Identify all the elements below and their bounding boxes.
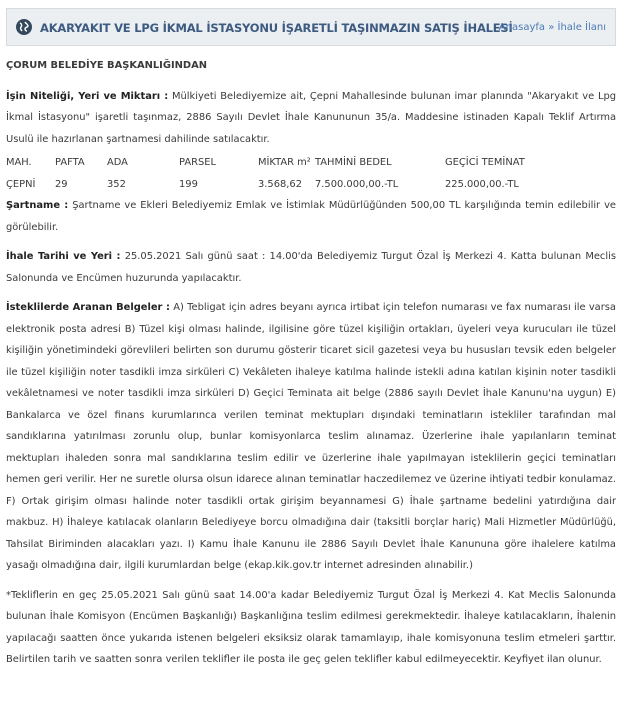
specification-label: Şartname : <box>6 200 69 211</box>
table-cell: 29 <box>55 178 68 190</box>
tender-notice <box>6 52 616 671</box>
column-header: GEÇİCİ TEMİNAT <box>445 157 525 168</box>
column-header: ADA <box>107 157 128 168</box>
date-label: İhale Tarihi ve Yeri : <box>6 251 121 262</box>
column-header: TAHMİNİ BEDEL <box>315 157 392 168</box>
breadcrumb-current-link[interactable]: İhale İlanı <box>557 22 606 33</box>
breadcrumb <box>499 22 606 33</box>
table-cell: 199 <box>179 178 198 190</box>
organization-heading: ÇORUM BELEDİYE BAŞKANLIĞINDAN <box>6 60 208 71</box>
breadcrumb-separator: » <box>545 22 558 33</box>
date-paragraph <box>6 246 616 289</box>
table-row <box>6 174 555 196</box>
column-header: PARSEL <box>179 157 216 168</box>
column-header: MAH. <box>6 157 32 168</box>
documents-label: İsteklilerde Aranan Belgeler : <box>6 302 170 313</box>
specification-text: Şartname ve Ekleri Belediyemiz Emlak ve İstimlak Müdürlüğünden 500,00 TL karşılığında temin edilebilir ve görülebilir. <box>6 200 616 233</box>
page-title: AKARYAKIT VE LPG İKMAL İSTASYONU İŞARETLİ TAŞINMAZIN SATIŞ İHALESİ <box>40 21 513 35</box>
table-cell: 3.568,62 <box>258 178 302 190</box>
documents-text: A) Tebligat için adres beyanı ayrıca irtibat için telefon numarası ve fax numarası ile varsa elektronik posta adresi B) Tüzel kişi olması halinde, ilgilisine göre tüzel kişiliğin ortakları, üyeleri veya kurucuları ile tüzel kişiliğin yönetimindeki görevlileri belirten son durumu gösterir ticaret sicil gazetesi veya bu hususları tevsik eden belgeler ile tüzel kişiliğin noter tasdikli imza sirküleri C) Vekâleten ihaleye katılma halinde istekli adına katılan kişinin noter tasdikli vekâletnamesi ve noter tasdikli imza sirküleri D) Geçici Teminata ait belge (2886 sayılı Devlet İhale Kanunu'na uygun) E) Bankalarca ve özel finans kurumlarınca verilen teminat mektupları dışındaki teminatların istekliler tarafından mal sandıklarına yatırılması zorunlu olup, bunlar komisyonlarca teslim alınamaz. Üzerlerine ihale yapılanların teminat mektupları ihaleden sonra mal sandıklarına teslim edilir ve üzerlerine ihale yapılmayan isteklilerin geçici teminatları hemen geri verilir. Her ne suretle olursa olsun idarece alınan teminatlar haczedilemez ve üzerine ihtiyati tedbir konulamaz. F) Ortak girişim olması halinde noter tasdikli ortak girişim beyannamesi G) İhale şartname bedelini yatırdığına dair makbuz. H) İhaleye katılacak olanların Belediyeye borcu olmadığına dair (taksitli borçlar hariç) Mali Hizmetler Müdürlüğü, Tahsilat Biriminden alacakları yazı. I) Kamu İhale Kanunu ile 2886 Sayılı Devlet İhale Kanununa göre ihalelere katılma yasağı olmadığına dair, ilgili kurumlardan belge (ekap.kik.gov.tr internet adresinden alınabilir.) <box>6 302 616 571</box>
page-header <box>6 8 616 46</box>
table-header-row <box>6 152 555 174</box>
date-text: 25.05.2021 Salı günü saat : 14.00'da Belediyemiz Turgut Özal İş Merkezi 4. Katta bulunan Meclis Salonunda ve Encümen huzurunda yapılacaktır. <box>6 251 616 284</box>
submission-note: *Tekliflerin en geç 25.05.2021 Salı günü saat 14.00'a kadar Belediyemiz Turgut Özal İş Merkezi 4. Kat Meclis Salonunda bulunan İhale Komisyon (Encümen Başkanlığı) Başkanlığına teslim edilmesi gerekmektedir. İhaleye katılacakların, İhalenin yapılacağı saatten önce yukarıda istenen belgeleri eksiksiz olarak tamamlayıp, ihale komisyonuna teslim etmeleri şarttır. Belirtilen tarih ve saatten sonra verilen teklifler ile posta ile geç gelen teklifler kabul edilmeyecektir. Keyfiyet ilan olunur. <box>6 589 616 665</box>
breadcrumb-home-link[interactable]: Anasayfa <box>498 22 546 33</box>
nature-label: İşin Niteliği, Yeri ve Miktarı : <box>6 90 169 102</box>
table-cell: ÇEPNİ <box>6 178 36 190</box>
nature-paragraph <box>6 86 616 151</box>
table-cell: 352 <box>107 178 126 190</box>
table-cell: 225.000,00.-TL <box>445 178 519 190</box>
property-table <box>6 152 555 195</box>
column-header: PAFTA <box>55 157 85 168</box>
nature-text: Mülkiyeti Belediyemize ait, Çepni Mahallesinde bulunan imar planında "Akaryakıt ve Lpg İkmal İstasyonu" işaretli taşınmaz, 2886 Sayılı Devlet İhale Kanununun 35/a. Maddesine istinaden Kapalı Teklif Artırma Usulü ile hazırlanan şartnamesi dahilinde satılacaktır. <box>6 90 616 145</box>
specification-paragraph <box>6 195 616 238</box>
globe-icon <box>16 19 32 35</box>
table-cell: 7.500.000,00.-TL <box>315 178 399 190</box>
column-header: MİKTAR m² <box>258 157 311 168</box>
documents-paragraph <box>6 297 616 577</box>
